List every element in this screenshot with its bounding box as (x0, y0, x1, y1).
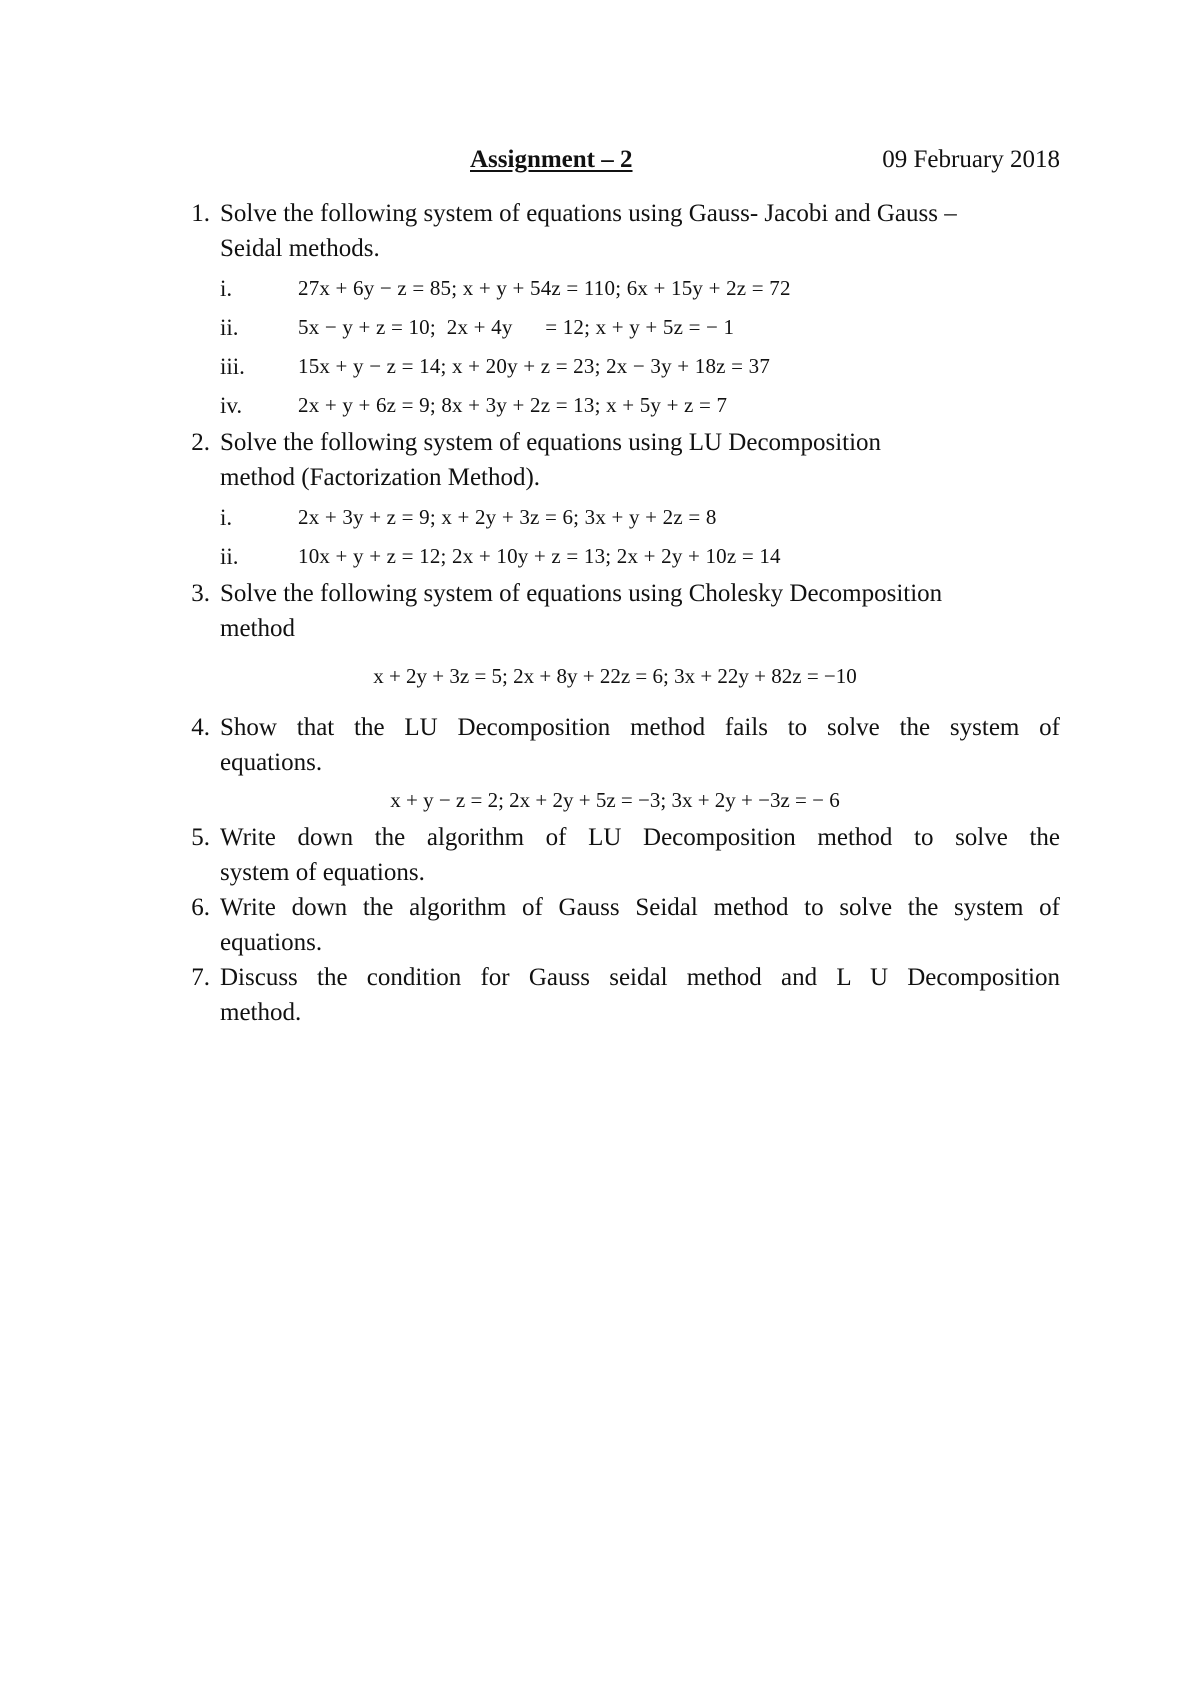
question-2 (170, 425, 1060, 576)
question-text-line: Show that the LU Decomposition method fails to solve the system of (220, 714, 1060, 741)
question-text-line: Solve the following system of equations using Cholesky Decomposition (220, 580, 943, 607)
question-number: 2. (191, 429, 210, 456)
sub-question-number: ii. (220, 544, 239, 569)
assignment-header (470, 146, 1060, 186)
equation-system: 27x + 6y − z = 85; x + y + 54z = 110; 6x + 15y + 2z = 72 (298, 276, 791, 300)
equation-system: 2x + 3y + z = 9; x + 2y + 3z = 6; 3x + y + 2z = 8 (298, 505, 717, 529)
equation-system: 5x − y + z = 10; 2x + 4y = 12; x + y + 5z = − 1 (298, 315, 735, 339)
equation-system: x + 2y + 3z = 5; 2x + 8y + 22z = 6; 3x + 22y + 82z = −10 (373, 664, 857, 688)
sub-question (220, 386, 1060, 425)
question-number: 3. (191, 580, 210, 607)
question-text (220, 960, 1060, 1030)
sub-question (220, 269, 1060, 308)
question-5 (170, 820, 1060, 890)
assignment-date: 09 February 2018 (882, 146, 1060, 173)
question-text-line: equations. (220, 749, 323, 776)
sub-question (220, 537, 1060, 576)
assignment-title: Assignment – 2 (470, 146, 633, 173)
equation-system: 15x + y − z = 14; x + 20y + z = 23; 2x − 3y + 18z = 37 (298, 354, 771, 378)
sub-question (220, 498, 1060, 537)
question-text-line: system of equations. (220, 859, 425, 886)
question-text-line: Discuss the condition for Gauss seidal method and L U Decomposition (220, 964, 1060, 991)
question-text (220, 196, 1060, 266)
question-text-line: method. (220, 999, 302, 1026)
question-text-line: Solve the following system of equations using LU Decomposition (220, 429, 882, 456)
sub-question-number: iv. (220, 393, 243, 418)
sub-question-number: i. (220, 276, 233, 301)
question-number: 4. (191, 714, 210, 741)
equation-system: 2x + y + 6z = 9; 8x + 3y + 2z = 13; x + 5y + z = 7 (298, 393, 728, 417)
sub-question-number: i. (220, 505, 233, 530)
equation-system: 10x + y + z = 12; 2x + 10y + z = 13; 2x + 2y + 10z = 14 (298, 544, 781, 568)
sub-question-number: iii. (220, 354, 245, 379)
question-text (220, 576, 1060, 646)
question-3 (170, 576, 1060, 696)
question-number: 7. (191, 964, 210, 991)
question-text-line: method (Factorization Method). (220, 464, 541, 491)
question-text-line: method (220, 615, 295, 642)
question-number: 5. (191, 824, 210, 851)
question-text-line: Solve the following system of equations using Gauss- Jacobi and Gauss – (220, 200, 957, 227)
sub-question (220, 308, 1060, 347)
question-text-line: equations. (220, 929, 323, 956)
sub-question (220, 347, 1060, 386)
question-text-line: Seidal methods. (220, 235, 380, 262)
question-text (220, 890, 1060, 960)
sub-question-list (220, 269, 1060, 425)
question-text (220, 710, 1060, 780)
question-text-line: Write down the algorithm of Gauss Seidal method to solve the system of (220, 894, 1060, 921)
equation-system: x + y − z = 2; 2x + 2y + 5z = −3; 3x + 2y + −3z = − 6 (390, 788, 840, 812)
sub-question-number: ii. (220, 315, 239, 340)
question-text-line: Write down the algorithm of LU Decomposition method to solve the (220, 824, 1060, 851)
question-4 (170, 710, 1060, 820)
question-6 (170, 890, 1060, 960)
question-number: 1. (191, 200, 210, 227)
question-1 (170, 196, 1060, 425)
question-text (220, 425, 1060, 495)
sub-question-list (220, 498, 1060, 576)
question-list (170, 196, 1060, 1030)
question-number: 6. (191, 894, 210, 921)
question-7 (170, 960, 1060, 1030)
question-text (220, 820, 1060, 890)
